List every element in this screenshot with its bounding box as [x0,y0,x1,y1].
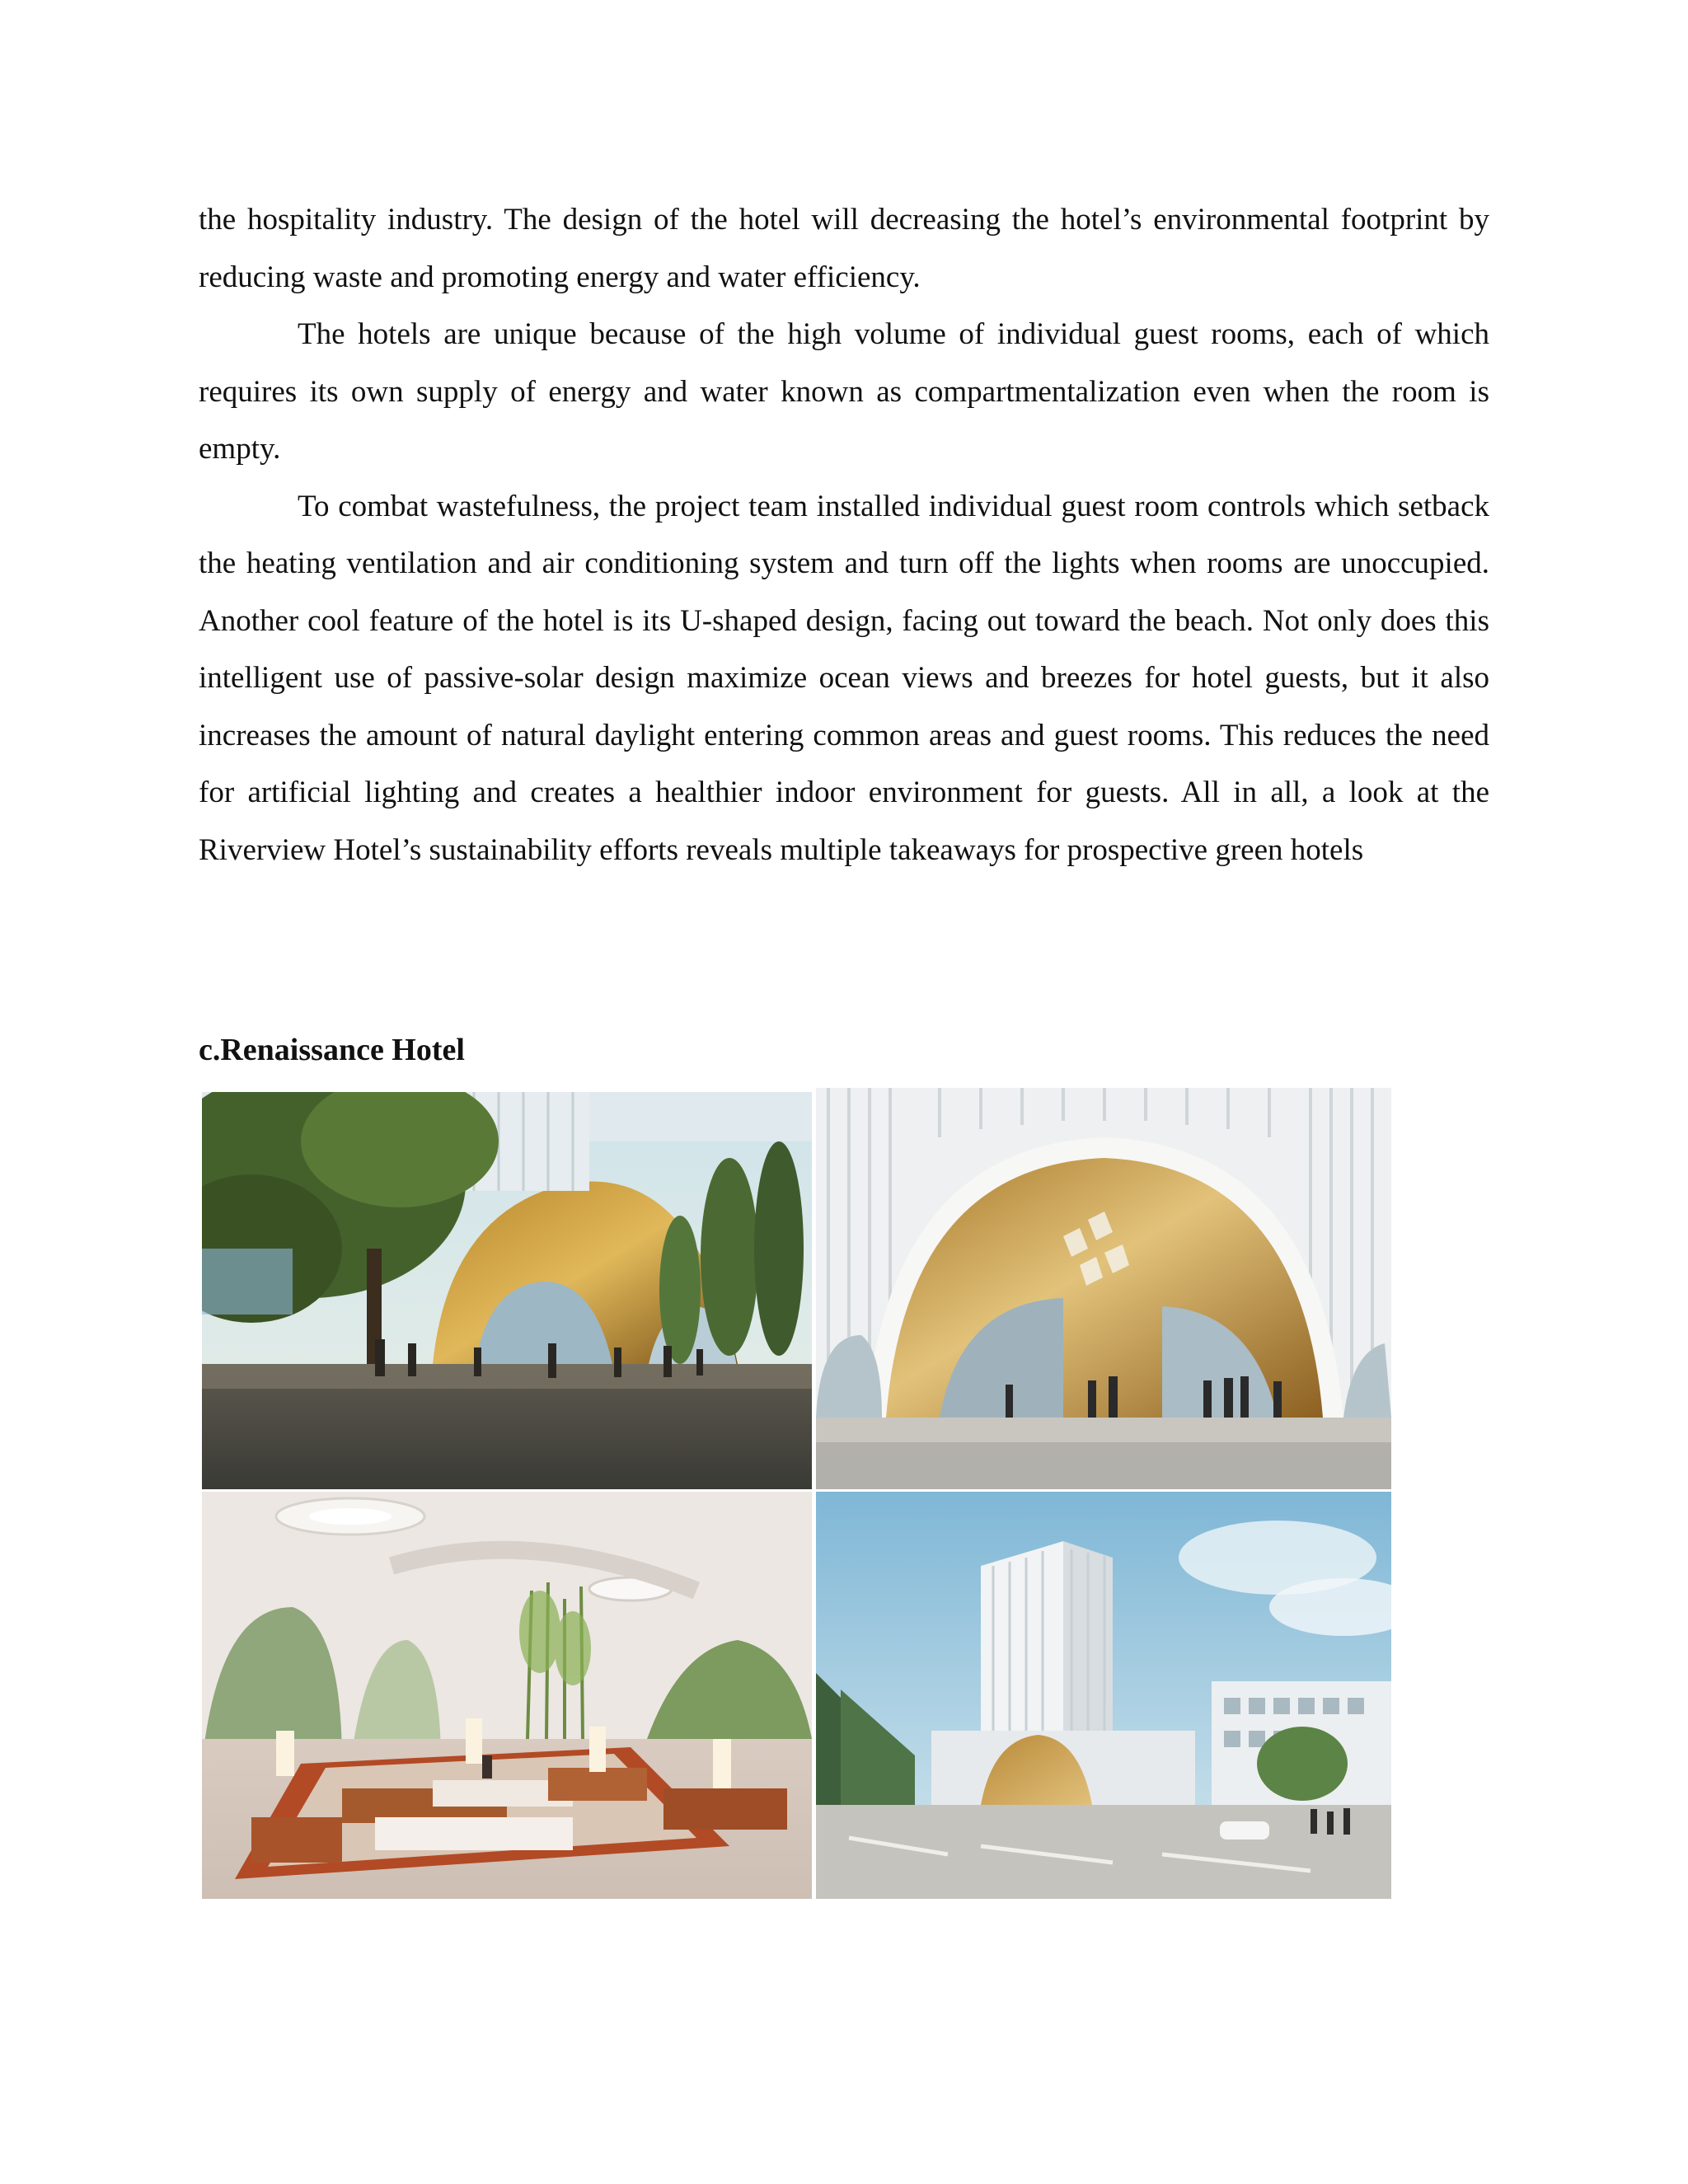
photo-street-tower [816,1492,1391,1899]
paragraph-wastefulness: To combat wastefulness, the project team installed individual guest room controls which setback the heating ventilation and air conditioning system and turn off the lights when rooms are unoccupied. Another cool feature of the hotel is its U-shaped design, facing out toward the beach. Not only does this intelligent use of passive-solar design maximize ocean views and breezes for hotel guests, but it also increases the amount of natural daylight entering common areas and guest rooms. This reduces the need for artificial lighting and creates a healthier indoor environment for guests. All in all, a look at the Riverview Hotel’s sustainability efforts reveals multiple takeaways for prospective green hotels [199,489,1489,867]
photo-arch-entrance [816,1088,1391,1489]
photo-plaza-exterior [202,1092,812,1489]
photo-interior-lobby [202,1492,812,1899]
paragraph-continuation: the hospitality industry. The design of the hotel will decreasing the hotel’s environmental footprint by reducing waste and promoting energy and water efficiency. [199,203,1489,294]
paragraph-compartmentalization: The hotels are unique because of the high volume of individual guest rooms, each of which requires its own supply of energy and water known as compartmentalization even when the room is empty. [199,317,1489,466]
body-text [199,191,1489,879]
section-heading: c.Renaissance Hotel [199,1033,465,1067]
hotel-photo-collage [202,1088,1392,1899]
